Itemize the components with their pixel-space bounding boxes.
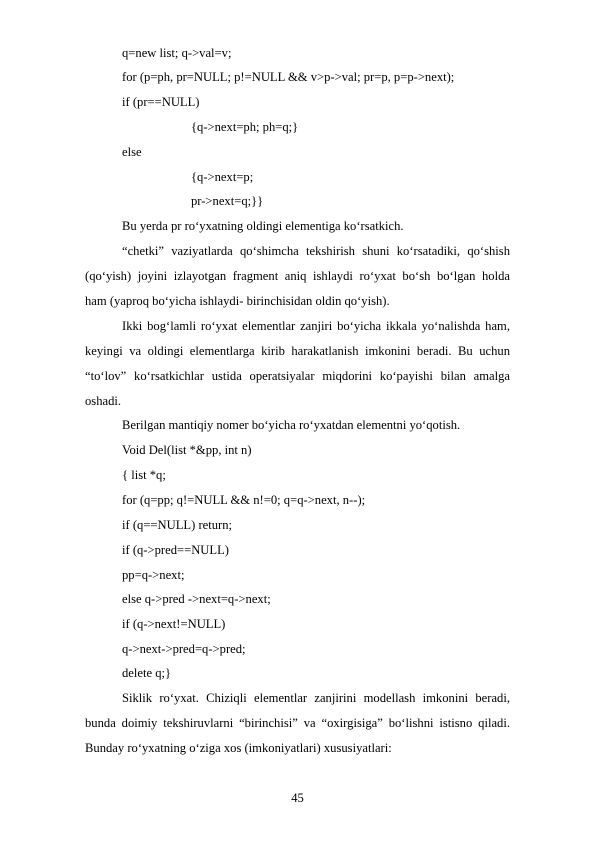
paragraph-line: keyingi va oldingi elementlarga kirib harakatlanish imkonini beradi. Bu uchun [85,344,510,358]
code-line: if (pr==NULL) [122,95,200,109]
paragraph-line: Bunday ro‘yxatning o‘ziga xos (imkoniyatlari) xususiyatlari: [85,741,392,755]
code-line: if (q->next!=NULL) [122,617,226,631]
paragraph: Bu yerda pr ro‘yxatning oldingi elementiga ko‘rsatkich. [122,219,404,233]
paragraph-line: Ikki bog‘lamli ro‘yxat elementlar zanjiri bo‘yicha ikkala yo‘nalishda ham, [122,319,510,333]
code-line: else [122,145,142,159]
code-line: {q->next=ph; ph=q;} [191,120,299,134]
code-line: q=new list; q->val=v; [122,46,232,60]
code-line: q->next->pred=q->pred; [122,642,246,656]
code-line: for (p=ph, pr=NULL; p!=NULL && v>p->val; pr=p, p=p->next); [122,70,455,84]
paragraph-line: oshadi. [85,394,122,408]
page-number: 45 [291,791,304,805]
code-line: Void Del(list *&pp, int n) [122,443,252,457]
paragraph-line: ham (yaproq bo‘yicha ishlaydi- birinchisidan oldin qo‘yish). [85,294,390,308]
code-line: if (q->pred==NULL) [122,543,229,557]
paragraph-line: Siklik ro‘yxat. Chiziqli elementlar zanjirini modellash imkonini beradi, [122,691,510,705]
paragraph-line: bunda doimiy tekshiruvlarni “birinchisi” va “oxirgisiga” bo‘lishni istisno qiladi. [85,716,510,730]
code-line: else q->pred ->next=q->next; [122,592,271,606]
paragraph-line: “chetki” vaziyatlarda qo‘shimcha tekshirish shuni ko‘rsatadiki, qo‘shish [122,244,510,258]
code-line: {q->next=p; [191,170,254,184]
paragraph-line: (qo‘yish) joyini izlayotgan fragment aniq ishlaydi ro‘yxat bo‘sh bo‘lgan holda [85,269,510,283]
code-line: pr->next=q;}} [191,194,264,208]
code-line: for (q=pp; q!=NULL && n!=0; q=q->next, n--); [122,493,366,507]
code-line: if (q==NULL) return; [122,518,233,532]
paragraph: Berilgan mantiqiy nomer bo‘yicha ro‘yxatdan elementni yo‘qotish. [122,418,461,432]
code-line: pp=q->next; [122,568,185,582]
code-line: delete q;} [122,666,172,680]
paragraph-line: “to‘lov” ko‘rsatkichlar ustida operatsiyalar miqdorini ko‘payishi bilan amalga [85,369,510,383]
code-line: { list *q; [122,468,166,482]
